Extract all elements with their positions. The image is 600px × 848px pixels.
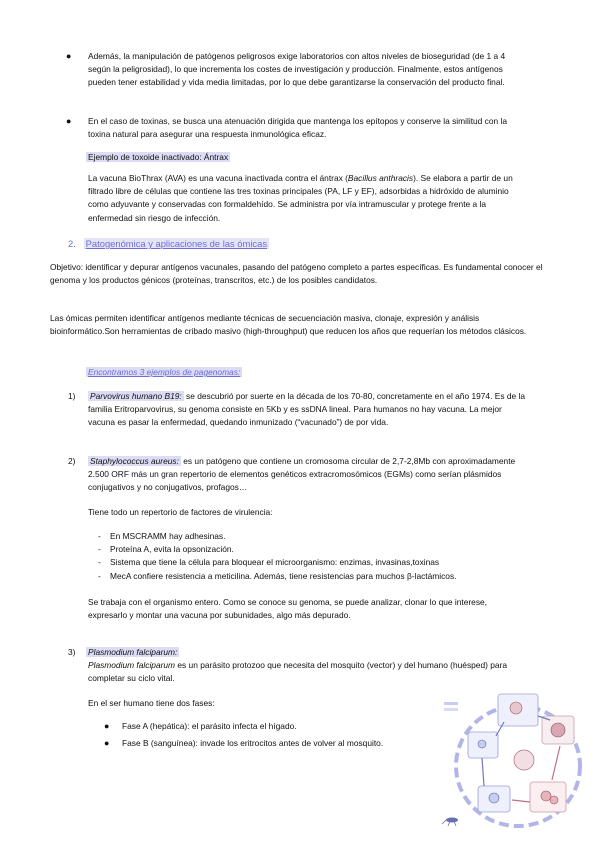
bullet-dot-icon: ●: [66, 51, 72, 61]
cell-icon: [510, 702, 522, 714]
virulence-intro: Tiene todo un repertorio de factores de virulencia:: [88, 507, 273, 517]
example-3-description: Plasmodium falciparum es un parásito protozoo que necesita del mosquito (vector) y del humano (huésped) para completar su ciclo vital.: [88, 660, 507, 684]
bullet-paragraph-biosafety: Además, la manipulación de patógenos peligrosos exige laboratorios con altos niveles de bioseguridad (de 1 a 4 según la peligrosidad), lo que incrementa los costes de investigación y producción. Finalmente, estos antígenos pueden tener estabilidad y vida media limitadas, por lo que debe garantizarse la conservación del producto final.: [88, 51, 506, 88]
list-item: - Proteína A, evita la opsonización.: [88, 543, 538, 556]
cell-icon: [551, 723, 565, 737]
toxoid-heading: Ejemplo de toxoide inactivado: Ántrax: [88, 152, 229, 162]
omics-paragraph: Las ómicas permiten identificar antígenos mediante técnicas de secuenciación masiva, clonaje, expresión y análisis bioinformático.Son herramientas de cribado masivo (high-throughput) que reducen los años que requerían los métodos clásicos.: [50, 313, 527, 337]
example-1-name: Parvovirus humano B19:: [90, 391, 182, 401]
example-1-paragraph: Parvovirus humano B19: se descubrió por suerte en la década de los 70-80, concretamente en el año 1974. Es de la familia Eritroparvovirus, su genoma consiste en 5Kb y es ssDNA lineal. Para humanos no hay vacuna. La mejor vacuna es pasar la enfermedad, quedando inmunizado (“vacunado”) de por vida.: [88, 391, 525, 428]
bullet-dot-icon: ●: [104, 721, 110, 731]
bullet-dot-icon: ●: [66, 116, 72, 126]
bullet-dot-icon: ●: [104, 738, 110, 748]
example-3-name: Plasmodium falciparum:: [88, 647, 178, 657]
section-2-heading[interactable]: 2. Patogenómica y aplicaciones de las ómicas: [68, 238, 268, 249]
plasmodium-lifecycle-diagram: [438, 686, 590, 840]
list-item: - En MSCRAMM hay adhesinas.: [88, 530, 538, 543]
objective-paragraph: Objetivo: identificar y depurar antígenos vacunales, pasando del patógeno completo a partes específicas. Es fundamental conocer el genoma y los productos génicos (proteínas, transcritos, etc.) de los posibles candidatos.: [50, 262, 543, 286]
cell-icon: [550, 796, 558, 804]
cell-icon: [541, 791, 551, 801]
example-2-closing: Se trabaja con el organismo entero. Como se conoce su genoma, se puede analizar, clonar lo que interese, expresarlo y montar una vacuna por subunidades, algo más depurado.: [88, 597, 487, 621]
example-2-number: 2): [68, 456, 76, 466]
example-3-number: 3): [68, 647, 76, 657]
cell-icon: [489, 793, 499, 803]
list-item: - MecA confiere resistencia a meticilina. Además, tiene resistencias para muchos β-lactámicos.: [88, 570, 538, 583]
cell-icon: [478, 740, 486, 748]
example-1-number: 1): [68, 391, 76, 401]
example-2-name: Staphylococcus aureus:: [90, 456, 179, 466]
cell-icon: [514, 750, 534, 770]
virulence-list: [88, 530, 538, 583]
example-2-paragraph: Staphylococcus aureus: es un patógeno que contiene un cromosoma circular de 2,7-2,8Mb con aproximadamente 2.500 ORF más un gran repertorio de elementos genéticos extracromosómicos (EGMs) como serían plásmidos conjugativos y no conjugativos, profagos…: [88, 456, 516, 493]
phases-intro: En el ser humano tiene dos fases:: [88, 698, 215, 708]
phase-a: Fase A (hepática): el parásito infecta el hígado.: [122, 721, 297, 731]
examples-heading[interactable]: Encontramos 3 ejemplos de pagenomas:: [88, 367, 241, 377]
list-item: - Sistema que tiene la célula para bloquear el microorganismo: enzimas, invasinas,toxinas: [88, 556, 538, 569]
bullet-paragraph-toxins: En el caso de toxinas, se busca una atenuación dirigida que mantenga los epítopos y conserve la similitud con la toxina natural para asegurar una respuesta inmunológica eficaz.: [88, 116, 508, 140]
phase-b: Fase B (sanguínea): invade los eritrocitos antes de volver al mosquito.: [122, 738, 384, 748]
toxoid-paragraph: La vacuna BioThrax (AVA) es una vacuna inactivada contra el ántrax (Bacillus anthracis). Se elabora a partir de un filtrado libre de células que contiene las tres toxinas principales (PA, LF y EF), adsorbidas a hidróxido de aluminio como adyuvante y conservadas con formaldehído. Se administra por vía intramuscular y protege frente a la enfermedad sin riesgo de infección.: [88, 173, 513, 223]
